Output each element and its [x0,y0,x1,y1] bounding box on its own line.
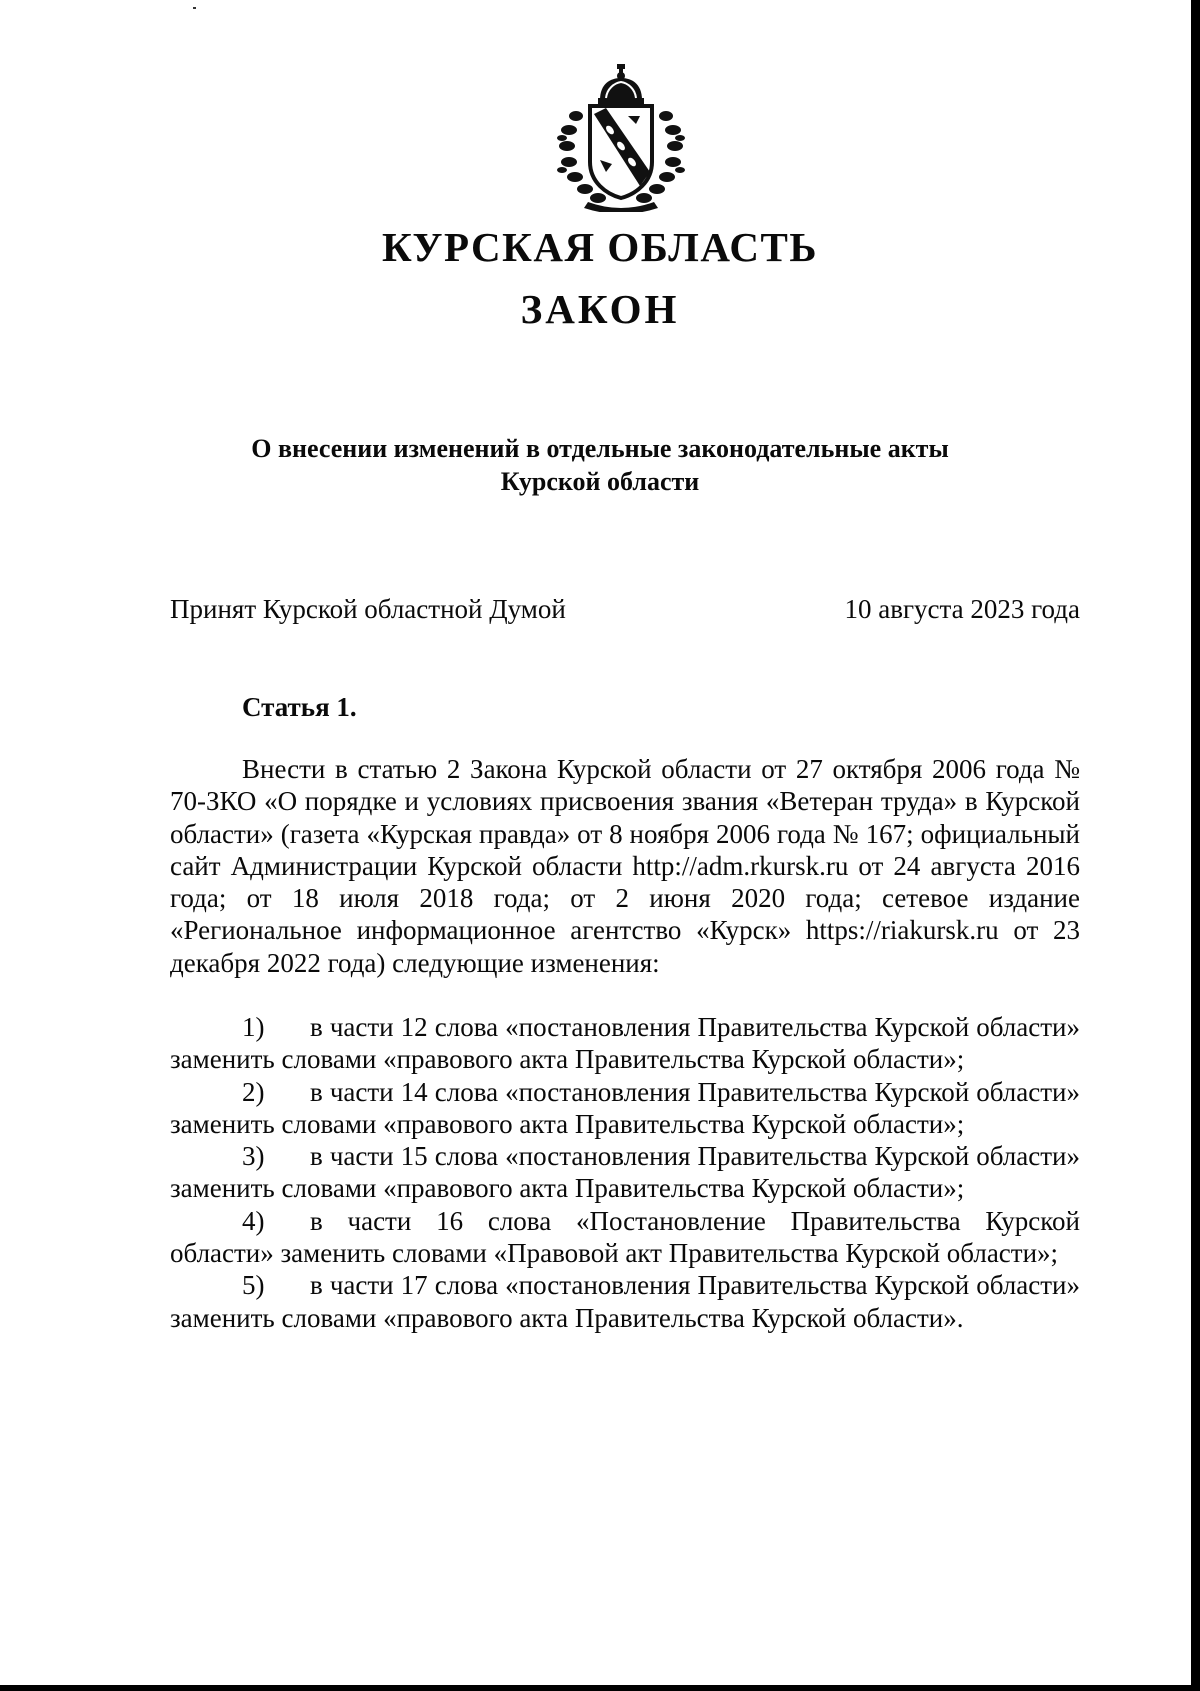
amendment-item [170,1011,1080,1076]
amendment-number: 4) [242,1205,265,1236]
adopted-by: Принят Курской областной Думой [170,594,566,624]
amendment-list [170,1011,1080,1334]
kursk-coat-of-arms-emblem-icon [554,64,688,212]
scan-speck [193,7,196,9]
amendment-text: в части 15 слова «постановления Правительства Курской области» заменить словами «правового акта Правительства Курской области»; [170,1141,1080,1204]
amendment-item [170,1269,1080,1334]
amendment-item [170,1205,1080,1270]
article-intro-paragraph: Внести в статью 2 Закона Курской области от 27 октября 2006 года № 70-ЗКО «О порядке и условиях присвоения звания «Ветеран труда» в Курской области» (газета «Курская правда» от 8 ноября 2006 года № 167; официальный сайт Администрации Курской области http://adm.rkursk.ru от 24 августа 2016 года; от 18 июля 2018 года; от 2 июня 2020 года; сетевое издание «Региональное информационное агентство «Курск» https://riakursk.ru от 23 декабря 2022 года) следующие изменения: [170,754,1080,978]
amendment-number: 3) [242,1141,265,1172]
adoption-date: 10 августа 2023 года [844,594,1080,624]
amendment-number: 1) [242,1012,265,1042]
region-title: КУРСКАЯ ОБЛАСТЬ [381,224,818,270]
amendment-item [170,1140,1080,1205]
scan-edge-bottom [0,1685,1200,1691]
document-type-title: ЗАКОН [520,286,680,332]
amendment-text: в части 12 слова «постановления Правительства Курской области» заменить словами «правового акта Правительства Курской области»; [170,1012,1080,1075]
law-title-line-2: Курской области [500,467,700,496]
amendment-text: в части 16 слова «Постановление Правительства Курской области» заменить словами «Правовой акт Правительства Курской области»; [170,1205,1080,1269]
amendment-text: в части 17 слова «постановления Правительства Курской области» заменить словами «правового акта Правительства Курской области». [170,1270,1080,1333]
law-title-line-1: О внесении изменений в отдельные законодательные акты [251,434,949,463]
law-title [0,432,1200,498]
amendment-number: 2) [242,1076,265,1107]
amendment-item [170,1076,1080,1141]
amendment-text: в части 14 слова «постановления Правительства Курской области» заменить словами «правового акта Правительства Курской области»; [170,1076,1080,1139]
amendment-number: 5) [242,1270,265,1301]
article-heading: Статья 1. [242,692,357,722]
